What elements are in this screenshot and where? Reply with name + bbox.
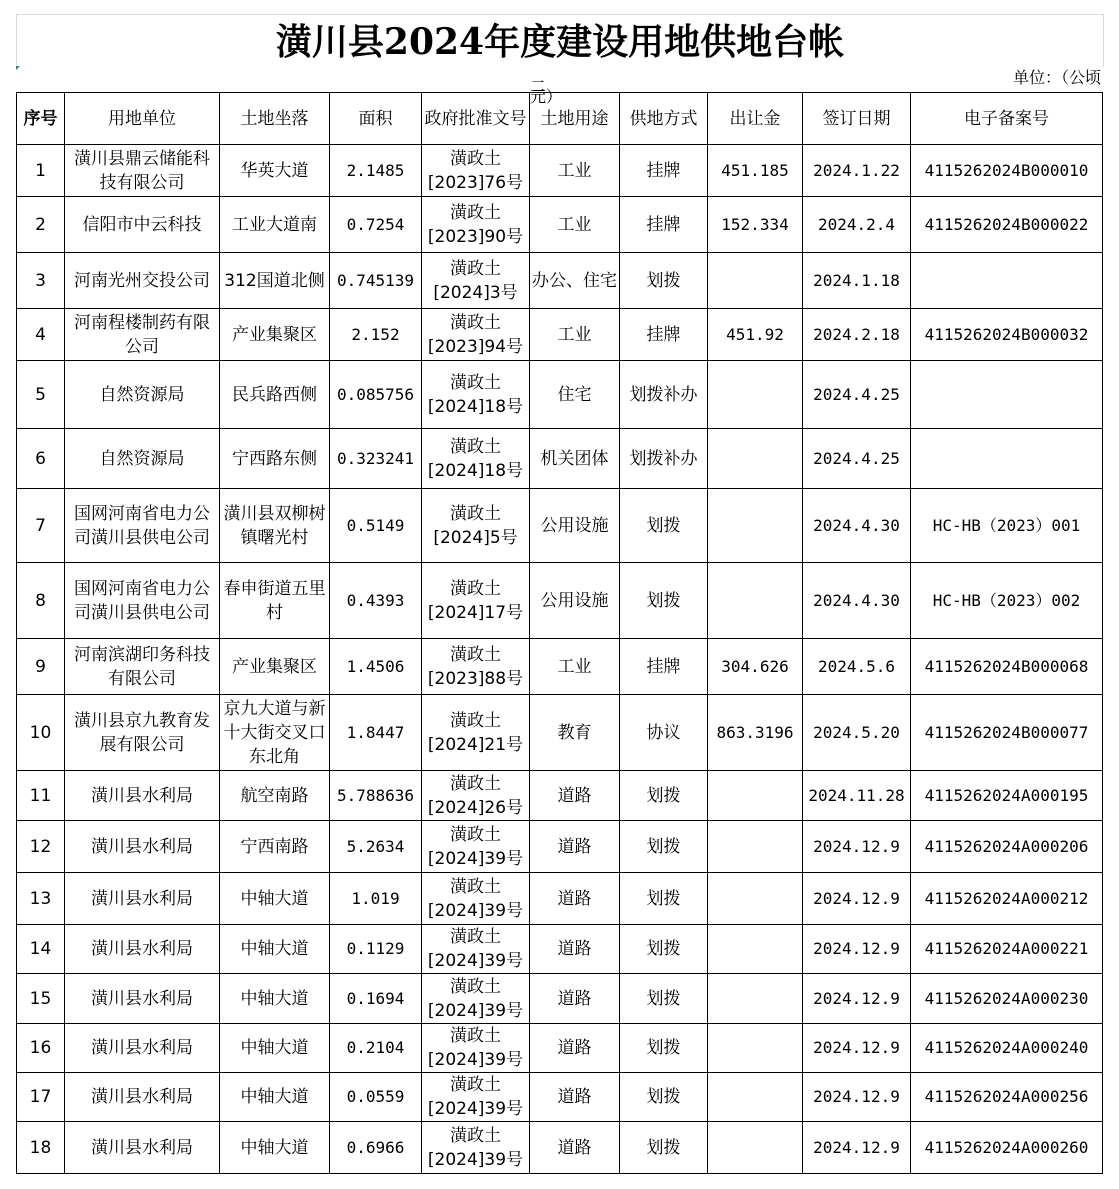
cell-approval: 潢政土[2024]18号	[422, 429, 530, 489]
cell-record	[911, 253, 1103, 309]
cell-location: 产业集聚区	[220, 639, 330, 695]
cell-date: 2024.12.9	[803, 974, 911, 1024]
cell-approval: 潢政土[2024]26号	[422, 771, 530, 821]
cell-use: 工业	[530, 145, 620, 197]
cell-method: 挂牌	[620, 639, 708, 695]
cell-location: 民兵路西侧	[220, 361, 330, 429]
cell-area: 0.085756	[330, 361, 422, 429]
cell-record	[911, 361, 1103, 429]
cell-record: 4115262024B000010	[911, 145, 1103, 197]
cell-fee: 451.92	[708, 309, 803, 361]
cell-seq: 8	[17, 563, 65, 639]
cell-date: 2024.12.9	[803, 873, 911, 925]
cell-method: 划拨	[620, 771, 708, 821]
cell-use: 公用设施	[530, 563, 620, 639]
cell-location: 航空南路	[220, 771, 330, 821]
cell-unit: 自然资源局	[65, 429, 220, 489]
header-location: 土地坐落	[220, 93, 330, 145]
cell-method: 划拨	[620, 925, 708, 974]
cell-area: 2.1485	[330, 145, 422, 197]
cell-approval: 潢政土[2024]17号	[422, 563, 530, 639]
cell-use: 道路	[530, 974, 620, 1024]
cell-date: 2024.5.20	[803, 695, 911, 771]
table-row	[17, 1122, 1103, 1174]
cell-use: 道路	[530, 925, 620, 974]
cell-record: 4115262024A000206	[911, 821, 1103, 873]
cell-location: 产业集聚区	[220, 309, 330, 361]
unit-overflow-text: 二元）	[530, 77, 563, 106]
cell-approval: 潢政土[2024]39号	[422, 974, 530, 1024]
cell-approval: 潢政土[2024]3号	[422, 253, 530, 309]
cell-unit: 信阳市中云科技	[65, 197, 220, 253]
cell-area: 2.152	[330, 309, 422, 361]
cell-date: 2024.11.28	[803, 771, 911, 821]
cell-approval: 潢政土[2024]39号	[422, 1122, 530, 1174]
cell-seq: 1	[17, 145, 65, 197]
table-row	[17, 309, 1103, 361]
cell-fee	[708, 873, 803, 925]
cell-seq: 13	[17, 873, 65, 925]
cell-fee	[708, 974, 803, 1024]
table-row	[17, 429, 1103, 489]
cell-record: 4115262024B000032	[911, 309, 1103, 361]
cell-record: 4115262024B000022	[911, 197, 1103, 253]
table-row	[17, 925, 1103, 974]
cell-area: 1.019	[330, 873, 422, 925]
cell-seq: 7	[17, 489, 65, 563]
cell-fee: 304.626	[708, 639, 803, 695]
cell-method: 划拨	[620, 563, 708, 639]
cell-fee	[708, 1073, 803, 1122]
cell-unit: 国网河南省电力公司潢川县供电公司	[65, 563, 220, 639]
cell-approval: 潢政土[2024]39号	[422, 821, 530, 873]
cell-approval: 潢政土[2024]39号	[422, 925, 530, 974]
cell-date: 2024.4.25	[803, 429, 911, 489]
cell-method: 划拨	[620, 489, 708, 563]
cell-unit: 潢川县水利局	[65, 1122, 220, 1174]
unit-label: 单位：（公顷	[1012, 68, 1101, 87]
table-row	[17, 1073, 1103, 1122]
header-fee: 出让金	[708, 93, 803, 145]
cell-date: 2024.2.4	[803, 197, 911, 253]
cell-use: 道路	[530, 1024, 620, 1073]
cell-unit: 国网河南省电力公司潢川县供电公司	[65, 489, 220, 563]
cell-use: 工业	[530, 197, 620, 253]
cell-method: 协议	[620, 695, 708, 771]
cell-use: 工业	[530, 639, 620, 695]
cell-area: 0.0559	[330, 1073, 422, 1122]
cell-record: HC-HB（2023）002	[911, 563, 1103, 639]
cell-record: HC-HB（2023）001	[911, 489, 1103, 563]
cell-approval: 潢政土[2024]18号	[422, 361, 530, 429]
cell-fee	[708, 821, 803, 873]
cell-approval: 潢政土[2023]90号	[422, 197, 530, 253]
cell-use: 教育	[530, 695, 620, 771]
cell-area: 0.323241	[330, 429, 422, 489]
cell-unit: 自然资源局	[65, 361, 220, 429]
cell-seq: 16	[17, 1024, 65, 1073]
land-supply-ledger-table	[16, 92, 1103, 1174]
cell-location: 工业大道南	[220, 197, 330, 253]
cell-unit: 河南滨湖印务科技有限公司	[65, 639, 220, 695]
cell-location: 宁西路东侧	[220, 429, 330, 489]
cell-unit: 潢川县水利局	[65, 925, 220, 974]
cell-area: 1.4506	[330, 639, 422, 695]
cell-area: 0.2104	[330, 1024, 422, 1073]
cell-area: 0.4393	[330, 563, 422, 639]
cell-approval: 潢政土[2024]21号	[422, 695, 530, 771]
cell-seq: 3	[17, 253, 65, 309]
cell-date: 2024.1.18	[803, 253, 911, 309]
cell-use: 道路	[530, 821, 620, 873]
cell-method: 划拨	[620, 253, 708, 309]
cell-date: 2024.4.30	[803, 489, 911, 563]
cell-record: 4115262024B000068	[911, 639, 1103, 695]
table-row	[17, 771, 1103, 821]
page-title: 潢川县2024年度建设用地供地台帐	[275, 21, 845, 63]
table-row	[17, 253, 1103, 309]
cell-fee	[708, 253, 803, 309]
cell-use: 机关团体	[530, 429, 620, 489]
ledger-body	[17, 145, 1103, 1174]
cell-seq: 18	[17, 1122, 65, 1174]
cell-use: 道路	[530, 1073, 620, 1122]
cell-approval: 潢政土[2024]39号	[422, 873, 530, 925]
cell-approval: 潢政土[2024]39号	[422, 1024, 530, 1073]
cell-method: 划拨	[620, 1122, 708, 1174]
cell-use: 道路	[530, 873, 620, 925]
header-use: 土地用途	[530, 93, 620, 145]
cell-date: 2024.4.25	[803, 361, 911, 429]
cell-location: 中轴大道	[220, 873, 330, 925]
cell-date: 2024.12.9	[803, 821, 911, 873]
cell-fee	[708, 563, 803, 639]
cell-method: 划拨	[620, 873, 708, 925]
cell-use: 道路	[530, 771, 620, 821]
cell-record: 4115262024A000195	[911, 771, 1103, 821]
header-date: 签订日期	[803, 93, 911, 145]
cell-location: 中轴大道	[220, 974, 330, 1024]
cell-unit: 潢川县水利局	[65, 974, 220, 1024]
cell-record: 4115262024A000256	[911, 1073, 1103, 1122]
cell-seq: 11	[17, 771, 65, 821]
cell-date: 2024.4.30	[803, 563, 911, 639]
cell-location: 春申街道五里村	[220, 563, 330, 639]
header-seq: 序号	[17, 93, 65, 145]
cell-area: 5.788636	[330, 771, 422, 821]
cell-record: 4115262024B000077	[911, 695, 1103, 771]
cell-method: 划拨	[620, 1073, 708, 1122]
cell-seq: 12	[17, 821, 65, 873]
table-row	[17, 1024, 1103, 1073]
cell-area: 0.1694	[330, 974, 422, 1024]
cell-date: 2024.12.9	[803, 925, 911, 974]
cell-area: 0.7254	[330, 197, 422, 253]
cell-unit: 潢川县水利局	[65, 1073, 220, 1122]
cell-use: 办公、住宅	[530, 253, 620, 309]
cell-seq: 9	[17, 639, 65, 695]
cell-seq: 15	[17, 974, 65, 1024]
cell-seq: 10	[17, 695, 65, 771]
cell-use: 公用设施	[530, 489, 620, 563]
cell-fee: 451.185	[708, 145, 803, 197]
cell-location: 中轴大道	[220, 1024, 330, 1073]
cell-record	[911, 429, 1103, 489]
table-row	[17, 873, 1103, 925]
table-row	[17, 361, 1103, 429]
cell-approval: 潢政土[2024]39号	[422, 1073, 530, 1122]
cell-seq: 4	[17, 309, 65, 361]
cell-area: 1.8447	[330, 695, 422, 771]
cell-location: 中轴大道	[220, 1073, 330, 1122]
cell-location: 中轴大道	[220, 925, 330, 974]
cell-seq: 17	[17, 1073, 65, 1122]
cell-area: 0.1129	[330, 925, 422, 974]
cell-unit: 潢川县京九教育发展有限公司	[65, 695, 220, 771]
cell-use: 道路	[530, 1122, 620, 1174]
cell-fee	[708, 925, 803, 974]
cell-location: 宁西南路	[220, 821, 330, 873]
cell-location: 312国道北侧	[220, 253, 330, 309]
cell-location: 中轴大道	[220, 1122, 330, 1174]
cell-unit: 潢川县水利局	[65, 771, 220, 821]
cell-approval: 潢政土[2023]76号	[422, 145, 530, 197]
table-row	[17, 489, 1103, 563]
cell-unit: 河南程楼制药有限公司	[65, 309, 220, 361]
cell-method: 划拨补办	[620, 429, 708, 489]
cell-area: 5.2634	[330, 821, 422, 873]
cell-method: 划拨	[620, 821, 708, 873]
cell-approval: 潢政土[2023]94号	[422, 309, 530, 361]
cell-use: 住宅	[530, 361, 620, 429]
cell-method: 挂牌	[620, 197, 708, 253]
cell-unit: 河南光州交投公司	[65, 253, 220, 309]
header-row	[17, 93, 1103, 145]
cell-fee: 152.334	[708, 197, 803, 253]
cell-date: 2024.12.9	[803, 1122, 911, 1174]
cell-fee	[708, 489, 803, 563]
cell-method: 划拨	[620, 974, 708, 1024]
cell-seq: 14	[17, 925, 65, 974]
cell-record: 4115262024A000212	[911, 873, 1103, 925]
cell-fee	[708, 771, 803, 821]
table-row	[17, 145, 1103, 197]
cell-date: 2024.12.9	[803, 1024, 911, 1073]
cell-seq: 6	[17, 429, 65, 489]
cell-use: 工业	[530, 309, 620, 361]
cell-approval: 潢政土[2023]88号	[422, 639, 530, 695]
cell-method: 挂牌	[620, 309, 708, 361]
cell-location: 京九大道与新十大街交叉口东北角	[220, 695, 330, 771]
cell-date: 2024.2.18	[803, 309, 911, 361]
cell-date: 2024.5.6	[803, 639, 911, 695]
cell-record: 4115262024A000230	[911, 974, 1103, 1024]
cell-date: 2024.1.22	[803, 145, 911, 197]
cell-method: 划拨补办	[620, 361, 708, 429]
cell-unit: 潢川县水利局	[65, 1024, 220, 1073]
cell-seq: 2	[17, 197, 65, 253]
cell-record: 4115262024A000221	[911, 925, 1103, 974]
cell-fee	[708, 1024, 803, 1073]
cell-fee	[708, 1122, 803, 1174]
cell-area: 0.5149	[330, 489, 422, 563]
table-row	[17, 974, 1103, 1024]
header-method: 供地方式	[620, 93, 708, 145]
cell-area: 0.745139	[330, 253, 422, 309]
header-approval: 政府批准文号	[422, 93, 530, 145]
table-row	[17, 695, 1103, 771]
cell-fee	[708, 361, 803, 429]
table-row	[17, 563, 1103, 639]
header-unit: 用地单位	[65, 93, 220, 145]
table-row	[17, 639, 1103, 695]
cell-unit: 潢川县水利局	[65, 873, 220, 925]
table-row	[17, 821, 1103, 873]
cell-date: 2024.12.9	[803, 1073, 911, 1122]
header-record: 电子备案号	[911, 93, 1103, 145]
table-row	[17, 197, 1103, 253]
cell-fee	[708, 429, 803, 489]
cell-area: 0.6966	[330, 1122, 422, 1174]
cell-method: 划拨	[620, 1024, 708, 1073]
cell-unit: 潢川县鼎云储能科技有限公司	[65, 145, 220, 197]
cell-record: 4115262024A000260	[911, 1122, 1103, 1174]
cell-location: 华英大道	[220, 145, 330, 197]
cell-method: 挂牌	[620, 145, 708, 197]
cell-approval: 潢政土[2024]5号	[422, 489, 530, 563]
cell-unit: 潢川县水利局	[65, 821, 220, 873]
cell-marker-icon	[16, 66, 20, 70]
cell-fee: 863.3196	[708, 695, 803, 771]
cell-record: 4115262024A000240	[911, 1024, 1103, 1073]
cell-location: 潢川县双柳树镇曙光村	[220, 489, 330, 563]
cell-seq: 5	[17, 361, 65, 429]
header-area: 面积	[330, 93, 422, 145]
